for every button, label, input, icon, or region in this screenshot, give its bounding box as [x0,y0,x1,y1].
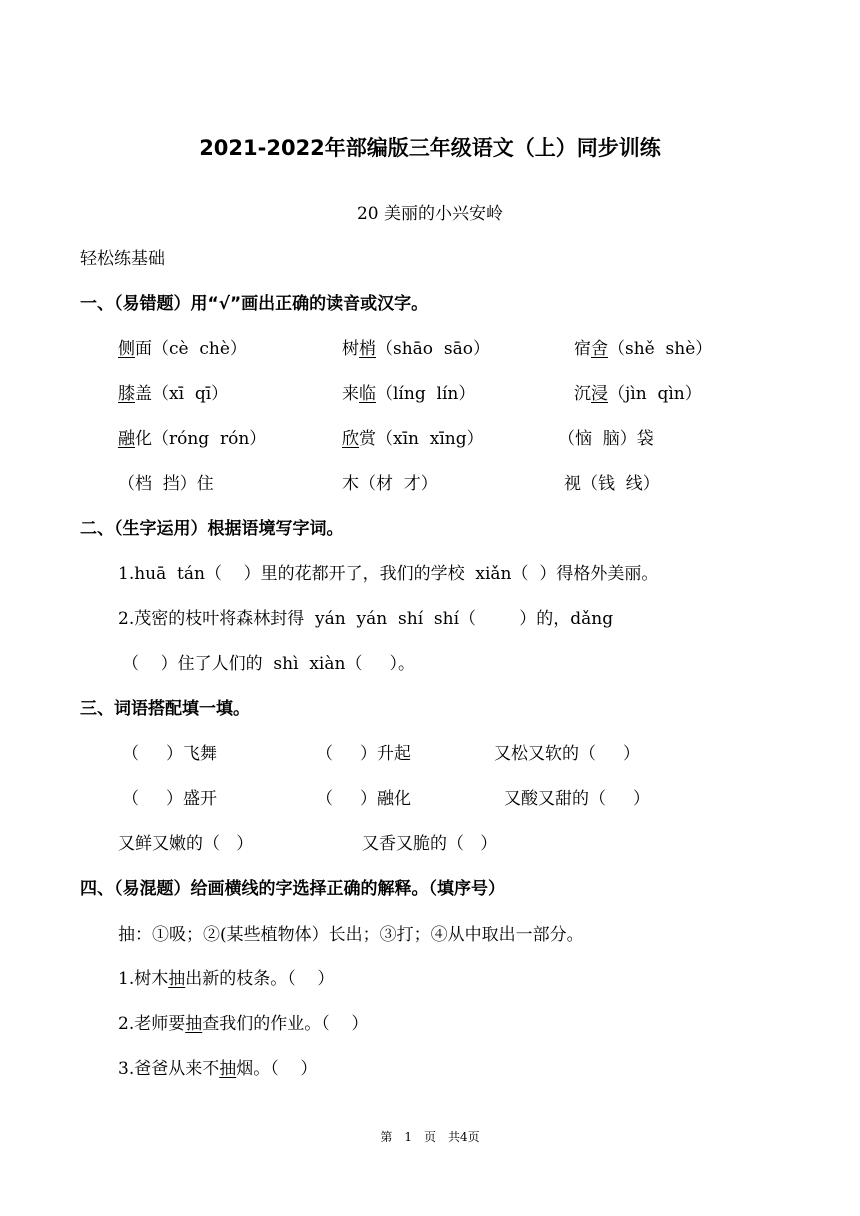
pinyin-item: 膝盖（xī qī） [118,384,229,404]
section4-heading: 四、（易混题）给画横线的字选择正确的解释。（填序号） [80,879,505,899]
pinyin-item: 来临（líng lín） [342,384,476,404]
char-choice-item: （恼 脑）袋 [558,429,654,449]
section1-heading: 一、（易错题）用“√”画出正确的读音或汉字。 [80,294,429,314]
question-line: 3.爸爸从来不抽烟。（ ） [118,1059,318,1079]
char-choice-item: （档 挡）住 [118,474,214,494]
pinyin-item: 融化（róng rón） [118,429,267,449]
section2-heading: 二、（生字运用）根据语境写字词。 [80,519,344,539]
match-item: （ ）飞舞 [122,744,218,764]
pinyin-item: 沉浸（jìn qìn） [574,384,702,404]
category-label: 轻松练基础 [80,249,165,269]
pinyin-item: 宿舍（shě shè） [574,339,713,359]
fill-line: 1.huā tán（ ）里的花都开了，我们的学校 xiǎn（ ）得格外美丽。 [118,564,659,584]
char-choice-item: 视（钱 线） [564,474,660,494]
definition-line: 抽：①吸；②(某些植物体）长出；③打；④从中取出一部分。 [118,925,584,945]
lesson-title: 20 美丽的小兴安岭 [356,204,504,224]
fill-line: （ ）住了人们的 shì xiàn（ ）。 [122,654,415,674]
page-title: 2021-2022年部编版三年级语文（上）同步训练 [199,136,661,160]
match-item: （ ）升起 [316,744,412,764]
match-item: 又鲜又嫩的（ ） [118,834,254,854]
pinyin-item: 侧面（cè chè） [118,339,247,359]
question-line: 1.树木抽出新的枝条。（ ） [118,969,335,989]
page-total: 共4页 [448,1130,480,1144]
pinyin-item: 树梢（shāo sāo） [342,339,490,359]
char-choice-item: 木（材 才） [342,474,438,494]
fill-line: 2.茂密的枝叶将森林封得 yán yán shí shí（ ）的，dǎng [118,609,614,629]
page-footer: 第 1 页 共4页 [380,1130,480,1144]
pinyin-item: 欣赏（xīn xīng） [342,429,484,449]
page-number: 1 [404,1130,412,1144]
match-item: 又香又脆的（ ） [362,834,498,854]
section3-heading: 三、词语搭配填一填。 [80,699,250,719]
question-line: 2.老师要抽查我们的作业。（ ） [118,1014,369,1034]
match-item: 又松又软的（ ） [494,744,641,764]
match-item: （ ）盛开 [122,789,218,809]
match-item: 又酸又甜的（ ） [504,789,651,809]
match-item: （ ）融化 [316,789,412,809]
